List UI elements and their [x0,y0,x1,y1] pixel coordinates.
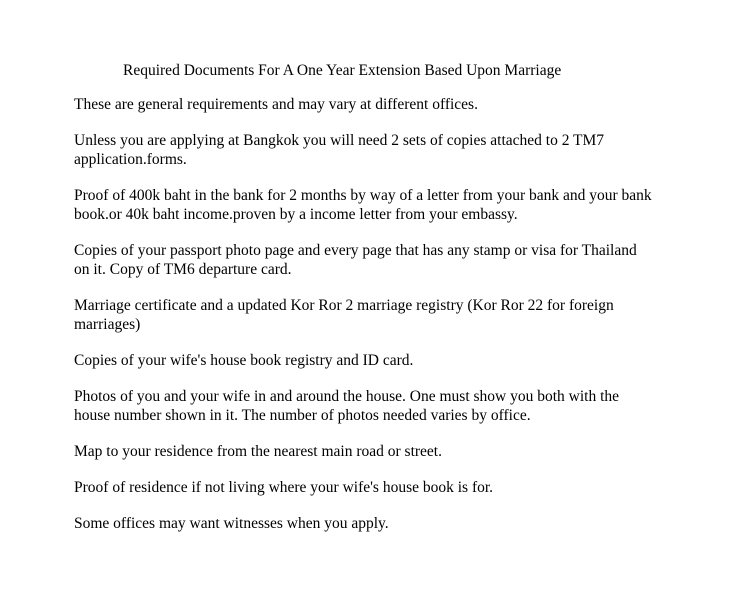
document-title: Required Documents For A One Year Extension Based Upon Marriage [123,62,562,79]
paragraph-proof-of-funds: Proof of 400k baht in the bank for 2 months by way of a letter from your bank and your bank book.or 40k baht income.proven by a income letter from your embassy. [74,187,652,223]
document-page [74,61,654,550]
paragraph-photos: Photos of you and your wife in and around the house. One must show you both with the house number shown in it. The number of photos needed varies by office. [74,388,620,424]
paragraph-house-book: Copies of your wife's house book registry and ID card. [74,352,414,369]
paragraph-general-requirements: These are general requirements and may vary at different offices. [74,96,478,113]
paragraph-map: Map to your residence from the nearest main road or street. [74,443,442,460]
paragraph-passport-copies: Copies of your passport photo page and every page that has any stamp or visa for Thailand on it. Copy of TM6 departure card. [74,242,637,278]
paragraph-proof-of-residence: Proof of residence if not living where your wife's house book is for. [74,479,494,496]
paragraph-witnesses: Some offices may want witnesses when you apply. [74,515,389,532]
paragraph-marriage-certificate: Marriage certificate and a updated Kor Ror 2 marriage registry (Kor Ror 22 for foreign marriages) [74,297,614,333]
paragraph-copies-tm7: Unless you are applying at Bangkok you will need 2 sets of copies attached to 2 TM7 application.forms. [74,132,605,168]
